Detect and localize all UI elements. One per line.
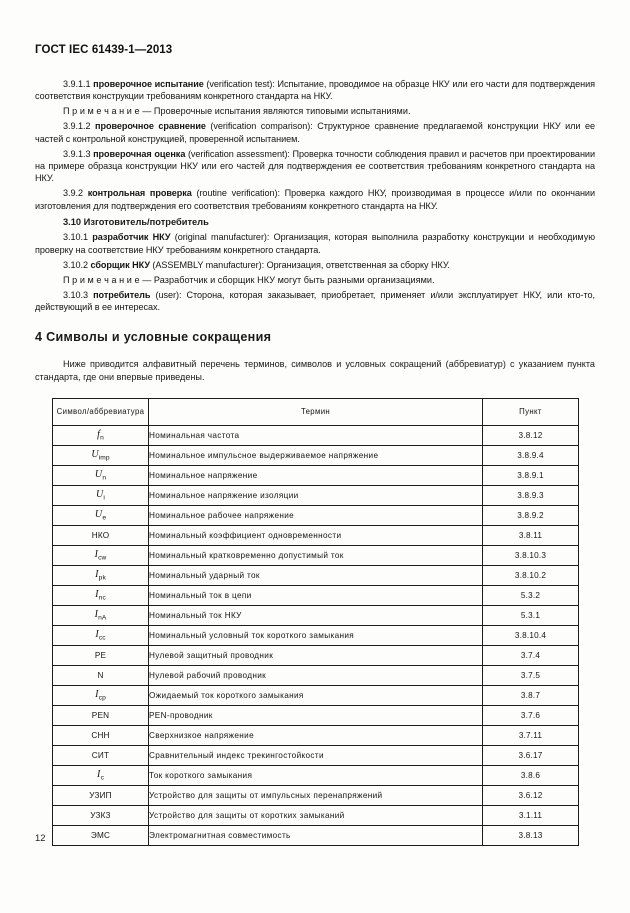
section-intro: Ниже приводится алфавитный перечень терминов, символов и условных сокращений (аббревиатур) с указанием пункта стандарта, где они впервые приведены. bbox=[35, 359, 595, 382]
cell-term: Номинальный ток в цепи bbox=[149, 585, 483, 605]
table-row bbox=[53, 565, 579, 585]
definition-text: (routine verification): Проверка каждого НКУ, производимая в процессе и/или по окончании изготовления для подтверждения его соответствия требованиям конкретного стандарта на НКУ. bbox=[35, 188, 595, 211]
table-row bbox=[53, 725, 579, 745]
cell-symbol: $U_{imp}$ bbox=[53, 445, 149, 465]
cell-clause: 3.8.10.2 bbox=[483, 565, 579, 585]
cell-symbol: $U_n$ bbox=[53, 465, 149, 485]
cell-symbol: PEN bbox=[53, 705, 149, 725]
subsection-heading: 3.10 Изготовитель/потребитель bbox=[63, 217, 209, 228]
cell-symbol: N bbox=[53, 665, 149, 685]
cell-clause: 3.7.6 bbox=[483, 705, 579, 725]
cell-symbol: $I_c$ bbox=[53, 765, 149, 785]
cell-symbol: $I_{nc}$ bbox=[53, 585, 149, 605]
note-paragraph bbox=[35, 105, 595, 117]
definition-text: (verification comparison): Структурное сравнение предлагаемой конструкции НКУ или ее частей с контрольной конструкцией, проверенной испытанием. bbox=[35, 121, 595, 144]
cell-clause: 3.7.11 bbox=[483, 725, 579, 745]
cell-symbol: $I_{pk}$ bbox=[53, 565, 149, 585]
cell-clause: 3.8.11 bbox=[483, 525, 579, 545]
section-heading: 4 Символы и условные сокращения bbox=[35, 330, 272, 345]
cell-clause: 3.8.12 bbox=[483, 425, 579, 445]
document-body bbox=[35, 78, 595, 846]
definition-paragraph bbox=[35, 289, 595, 314]
definition-text: (original manufacturer): Организация, которая выполнила разработку конструкции и необходимую проверку на соответствие НКУ требованиям конкретного стандарта. bbox=[35, 232, 595, 255]
table-row bbox=[53, 525, 579, 545]
clause-number: 3.10.2 bbox=[63, 259, 88, 270]
note-label: П р и м е ч а н и е bbox=[63, 274, 140, 285]
cell-term: Номинальный ударный ток bbox=[149, 565, 483, 585]
definition-paragraph bbox=[35, 231, 595, 256]
column-header-clause: Пункт bbox=[483, 398, 579, 425]
definition-paragraph bbox=[35, 187, 595, 212]
cell-term: Ожидаемый ток короткого замыкания bbox=[149, 685, 483, 705]
cell-symbol: $I_{cc}$ bbox=[53, 625, 149, 645]
cell-symbol: $I_{cp}$ bbox=[53, 685, 149, 705]
definition-paragraph bbox=[35, 259, 595, 271]
cell-clause: 3.8.9.3 bbox=[483, 485, 579, 505]
cell-symbol: $I_{nA}$ bbox=[53, 605, 149, 625]
cell-term: Номинальный условный ток короткого замыкания bbox=[149, 625, 483, 645]
table-row bbox=[53, 825, 579, 845]
term-label: контрольная проверка bbox=[87, 188, 192, 199]
definition-paragraph bbox=[35, 78, 595, 103]
cell-term: Устройство для защиты от импульсных перенапряжений bbox=[149, 785, 483, 805]
term-label: проверочное сравнение bbox=[95, 121, 206, 132]
clause-number: 3.10.3 bbox=[63, 289, 88, 300]
cell-clause: 3.7.5 bbox=[483, 665, 579, 685]
cell-clause: 5.3.2 bbox=[483, 585, 579, 605]
cell-term: Номинальное напряжение изоляции bbox=[149, 485, 483, 505]
table-row bbox=[53, 785, 579, 805]
cell-term: Устройство для защиты от коротких замыканий bbox=[149, 805, 483, 825]
table-row bbox=[53, 505, 579, 525]
term-label: проверочная оценка bbox=[93, 148, 186, 159]
table-row bbox=[53, 445, 579, 465]
table-row bbox=[53, 465, 579, 485]
page-header: ГОСТ IEC 61439-1—2013 bbox=[35, 44, 173, 56]
page-number: 12 bbox=[35, 832, 46, 843]
definition-text: (ASSEMBLY manufacturer): Организация, ответственная за сборку НКУ. bbox=[149, 259, 450, 270]
table-row bbox=[53, 545, 579, 565]
table-row bbox=[53, 425, 579, 445]
cell-term: Сравнительный индекс трекингостойкости bbox=[149, 745, 483, 765]
column-header-symbol: Символ/аббревиатура bbox=[53, 398, 149, 425]
cell-symbol: СНН bbox=[53, 725, 149, 745]
cell-clause: 3.8.13 bbox=[483, 825, 579, 845]
cell-symbol: УЗИП bbox=[53, 785, 149, 805]
cell-clause: 3.8.9.4 bbox=[483, 445, 579, 465]
table-row bbox=[53, 685, 579, 705]
table-row bbox=[53, 665, 579, 685]
cell-symbol: $f_n$ bbox=[53, 425, 149, 445]
cell-term: Нулевой рабочий проводник bbox=[149, 665, 483, 685]
term-label: проверочное испытание bbox=[93, 79, 204, 89]
cell-term: Номинальное импульсное выдерживаемое напряжение bbox=[149, 445, 483, 465]
note-text: — Проверочные испытания являются типовыми испытаниями. bbox=[139, 106, 411, 117]
cell-term: Сверхнизкое напряжение bbox=[149, 725, 483, 745]
table-header-row bbox=[53, 398, 579, 425]
clause-number: 3.9.1.1 bbox=[63, 79, 91, 89]
table-row bbox=[53, 645, 579, 665]
cell-clause: 5.3.1 bbox=[483, 605, 579, 625]
cell-clause: 3.8.9.2 bbox=[483, 505, 579, 525]
table-row bbox=[53, 625, 579, 645]
table-row bbox=[53, 485, 579, 505]
cell-symbol: ЭМС bbox=[53, 825, 149, 845]
definition-text: (verification test): Испытание, проводимое на образце НКУ или его части для подтверждения соответствия конструкции требованиям конкретного стандарта на НКУ. bbox=[35, 79, 595, 102]
table-row bbox=[53, 585, 579, 605]
definition-text: (user): Сторона, которая заказывает, приобретает, применяет и/или эксплуатирует НКУ, или кто-то, действующий в ее интересах. bbox=[35, 289, 596, 312]
clause-number: 3.10.1 bbox=[63, 232, 88, 243]
cell-symbol: НКО bbox=[53, 525, 149, 545]
cell-term: Номинальный кратковременно допустимый ток bbox=[149, 545, 483, 565]
symbols-table bbox=[52, 398, 579, 846]
cell-term: Номинальное напряжение bbox=[149, 465, 483, 485]
table-row bbox=[53, 705, 579, 725]
definition-paragraph bbox=[35, 120, 595, 145]
definition-paragraph bbox=[35, 148, 595, 185]
table-row bbox=[53, 805, 579, 825]
cell-clause: 3.6.12 bbox=[483, 785, 579, 805]
note-label: П р и м е ч а н и е bbox=[63, 106, 140, 117]
cell-clause: 3.8.6 bbox=[483, 765, 579, 785]
cell-clause: 3.8.10.3 bbox=[483, 545, 579, 565]
term-label: потребитель bbox=[93, 289, 151, 300]
table-row bbox=[53, 765, 579, 785]
cell-clause: 3.8.7 bbox=[483, 685, 579, 705]
cell-symbol: $U_e$ bbox=[53, 505, 149, 525]
term-label: разработчик НКУ bbox=[92, 232, 171, 243]
cell-term: Электромагнитная совместимость bbox=[149, 825, 483, 845]
definition-text: (verification assessment): Проверка точности соблюдения правил и расчетов при проектировании на примере образца конструкции НКУ или его частей для подтверждения ее соответствия требованиям конкретного стандарта на НКУ. bbox=[35, 148, 595, 184]
clause-number: 3.9.1.2 bbox=[63, 121, 91, 132]
cell-clause: 3.8.10.4 bbox=[483, 625, 579, 645]
term-label: сборщик НКУ bbox=[90, 259, 150, 270]
table-row bbox=[53, 745, 579, 765]
note-paragraph bbox=[35, 274, 595, 286]
cell-symbol: СИТ bbox=[53, 745, 149, 765]
cell-term: Ток короткого замыкания bbox=[149, 765, 483, 785]
cell-clause: 3.6.17 bbox=[483, 745, 579, 765]
table-row bbox=[53, 605, 579, 625]
cell-symbol: УЗКЗ bbox=[53, 805, 149, 825]
cell-term: PEN-проводник bbox=[149, 705, 483, 725]
cell-term: Нулевой защитный проводник bbox=[149, 645, 483, 665]
cell-symbol: PE bbox=[53, 645, 149, 665]
cell-symbol: $I_{cw}$ bbox=[53, 545, 149, 565]
cell-term: Номинальное рабочее напряжение bbox=[149, 505, 483, 525]
cell-clause: 3.8.9.1 bbox=[483, 465, 579, 485]
clause-number: 3.9.2 bbox=[63, 188, 83, 199]
cell-term: Номинальная частота bbox=[149, 425, 483, 445]
cell-symbol: $U_i$ bbox=[53, 485, 149, 505]
cell-term: Номинальный коэффициент одновременности bbox=[149, 525, 483, 545]
cell-clause: 3.7.4 bbox=[483, 645, 579, 665]
column-header-term: Термин bbox=[149, 398, 483, 425]
cell-term: Номинальный ток НКУ bbox=[149, 605, 483, 625]
clause-number: 3.9.1.3 bbox=[63, 148, 91, 159]
cell-clause: 3.1.11 bbox=[483, 805, 579, 825]
note-text: — Разработчик и сборщик НКУ могут быть разными организациями. bbox=[139, 274, 435, 285]
